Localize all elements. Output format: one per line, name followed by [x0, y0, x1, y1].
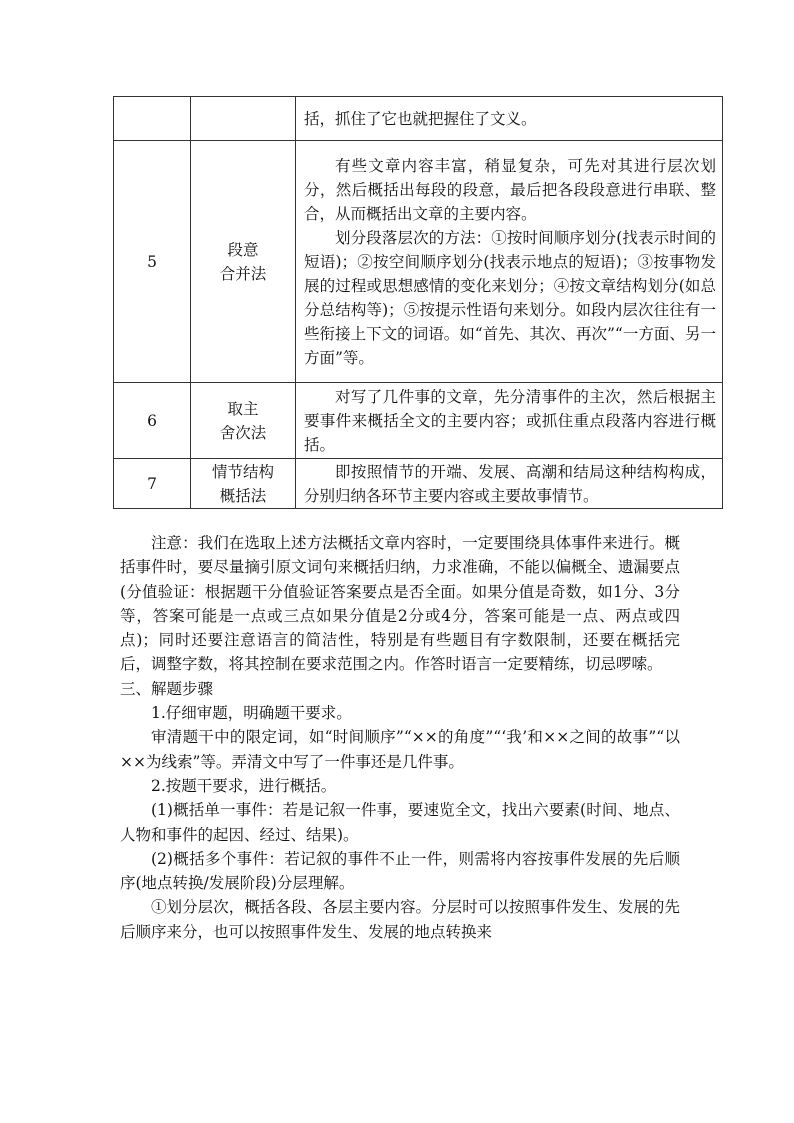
method-name: [191, 97, 296, 141]
method-name-line: 取主: [227, 399, 259, 418]
method-name-line: 舍次法: [219, 423, 267, 442]
section-heading: 三、解题步骤: [120, 679, 214, 698]
body-paragraph: (2)概括多个事件：若记叙的事件不止一件，则需将内容按事件发展的先后顺序(地点转换/发展阶段)分层理解。: [120, 849, 680, 893]
description-paragraph: 括，抓住了它也就把握住了文义。: [304, 109, 537, 128]
row-number: 5: [114, 141, 191, 383]
method-name-line: 情节结构: [211, 462, 274, 481]
note-paragraph: 注意：我们在选取上述方法概括文章内容时，一定要围绕具体事件来进行。概括事件时，要尽量摘引原文词句来概括归纳，力求准确，不能以偏概全、遗漏要点(分值验证：根据题干分值验证答案要点是否全面。如果分值是奇数，如1分、3分等，答案可能是一点或三点如果分值是2分或4分，答案可能是一点、两点或四点)；同时还要注意语言的简洁性，特别是有些题目有字数限制，还要在概括完后，调整字数，将其控制在要求范围之内。作答时语言一定要精练，切忌啰嗦。: [120, 534, 680, 674]
table-row: [114, 97, 723, 141]
method-description: [296, 97, 723, 141]
method-name-line: 概括法: [219, 486, 267, 505]
table-row: [114, 383, 723, 459]
method-name-line: 合并法: [219, 264, 267, 283]
description-paragraph: 有些文章内容丰富，稍显复杂，可先对其进行层次划分，然后概括出每段的段意，最后把各段段意进行串联、整合，从而概括出文章的主要内容。: [304, 156, 716, 223]
body-paragraph: (1)概括单一事件：若是记叙一件事，要速览全文，找出六要素(时间、地点、人物和事件的起因、经过、结果)。: [120, 801, 680, 844]
description-paragraph: 划分段落层次的方法：①按时间顺序划分(找表示时间的短语)；②按空间顺序划分(找表示地点的短语)；③按事物发展的过程或思想感情的变化来划分；④按文章结构划分(如总分总结构等)；⑤按提示性语句来划分。如段内层次往往有一些衔接上下文的词语。如“首先、其次、再次”“一方面、另一方面”等。: [304, 228, 716, 367]
step-heading: 1.仔细审题，明确题干要求。: [151, 704, 352, 723]
method-name: [191, 459, 296, 509]
description-paragraph: 即按照情节的开端、发展、高潮和结局这种结构构成，分别归纳各环节主要内容或主要故事情节。: [304, 462, 716, 505]
method-name-line: 段意: [227, 240, 259, 259]
methods-table: [113, 96, 723, 509]
table-row: [114, 141, 723, 383]
method-name: [191, 141, 296, 383]
body-paragraph: ①划分层次，概括各段、各层主要内容。分层时可以按照事件发生、发展的先后顺序来分，也可以按照事件发生、发展的地点转换来: [120, 898, 680, 941]
body-paragraph: 审清题干中的限定词，如“时间顺序”“××的角度”“‘我’和××之间的故事”“以××为线索”等。弄清文中写了一件事还是几件事。: [120, 728, 680, 771]
row-number: 6: [114, 383, 191, 459]
method-description: [296, 141, 723, 383]
body-text: [120, 531, 680, 944]
table-row: [114, 459, 723, 509]
method-description: [296, 383, 723, 459]
method-name: [191, 383, 296, 459]
row-number: [114, 97, 191, 141]
description-paragraph: 对写了几件事的文章，先分清事件的主次，然后根据主要事件来概括全文的主要内容；或抓住重点段落内容进行概括。: [304, 387, 716, 454]
method-description: [296, 459, 723, 509]
step-heading: 2.按题干要求，进行概括。: [151, 776, 337, 795]
row-number: 7: [114, 459, 191, 509]
